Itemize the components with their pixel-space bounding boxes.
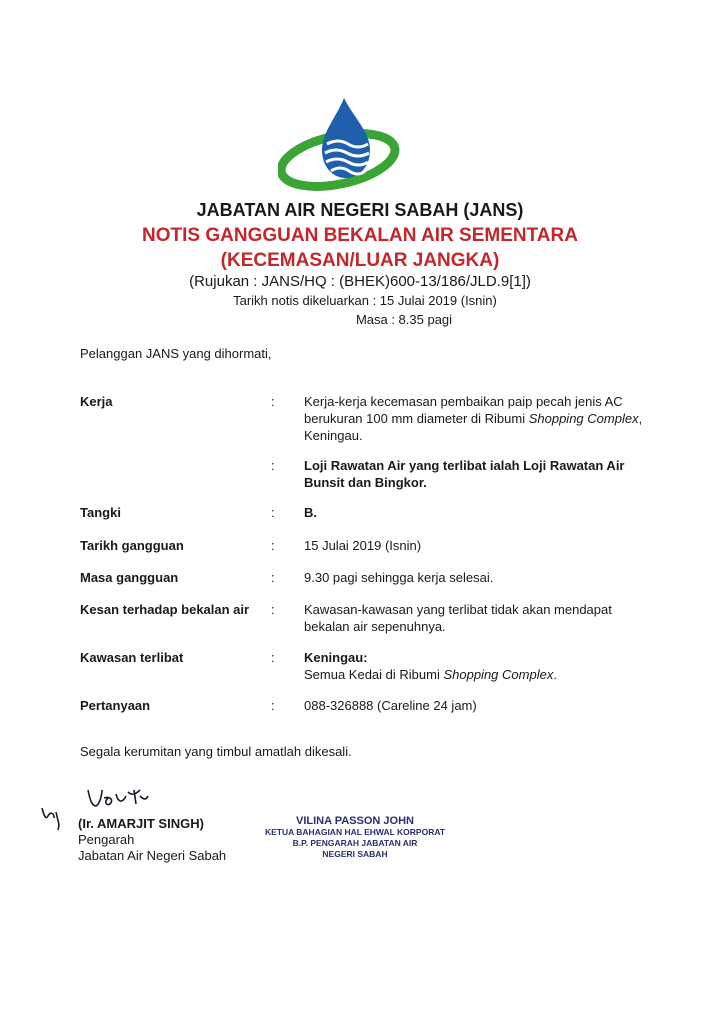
official-stamp xyxy=(240,815,470,860)
issued-time: Masa : 8.35 pagi xyxy=(355,312,453,327)
org-title: JABATAN AIR NEGERI SABAH (JANS) xyxy=(196,200,524,220)
stamp-line-1: KETUA BAHAGIAN HAL EHWAL KORPORAT xyxy=(264,827,446,837)
stamp-line-2: B.P. PENGARAH JABATAN AIR xyxy=(292,838,418,848)
field-label: Kawasan terlibat xyxy=(80,650,184,665)
stamp-name: VILINA PASSON JOHN xyxy=(296,815,414,827)
signatory-left xyxy=(78,816,226,864)
kerja-text-end: , Keningau. xyxy=(304,411,643,443)
kerja-italic: Shopping Complex xyxy=(528,411,639,426)
field-value: 15 Julai 2019 (Isnin) xyxy=(304,538,422,553)
notice-title: NOTIS GANGGUAN BEKALAN AIR SEMENTARA xyxy=(142,225,578,246)
field-colon: : xyxy=(271,650,275,665)
greeting: Pelanggan JANS yang dihormati, xyxy=(80,346,272,361)
reference-number: (Rujukan : JANS/HQ : (BHEK)600-13/186/JLD.9[1]) xyxy=(189,273,531,290)
kawasan-text-end: . xyxy=(553,667,557,682)
field-colon: : xyxy=(271,538,275,553)
stamp-line-3: NEGERI SABAH xyxy=(322,849,388,859)
field-value: Kawasan-kawasan yang terlibat tidak akan mendapat bekalan air sepenuhnya. xyxy=(304,602,612,634)
field-label: Tangki xyxy=(80,505,121,520)
kawasan-text: Semua Kedai di Ribumi xyxy=(304,667,444,682)
field-colon: : xyxy=(271,570,275,585)
field-colon: : xyxy=(271,505,275,520)
issued-date: Tarikh notis dikeluarkan : 15 Julai 2019 (Isnin) xyxy=(233,293,497,308)
signatory-name: (Ir. AMARJIT SINGH) xyxy=(78,816,204,831)
kerja-text: Kerja-kerja kecemasan pembaikan paip pecah jenis AC berukuran 100 mm diameter di Ribumi xyxy=(304,394,623,426)
field-label: Tarikh gangguan xyxy=(80,538,184,553)
kawasan-italic: Shopping Complex xyxy=(443,667,554,682)
field-colon: : xyxy=(271,458,275,473)
field-value: 088-326888 (Careline 24 jam) xyxy=(304,698,477,713)
signatory-position: Pengarah xyxy=(78,832,135,847)
field-colon: : xyxy=(271,698,275,713)
field-value: B. xyxy=(304,505,317,520)
kawasan-title: Keningau: xyxy=(304,650,368,665)
field-label: Pertanyaan xyxy=(80,698,151,713)
jans-water-drop-logo xyxy=(278,94,408,204)
field-value: 9.30 pagi sehingga kerja selesai. xyxy=(304,570,494,585)
field-label: Kesan terhadap bekalan air xyxy=(80,602,250,617)
field-colon: : xyxy=(271,394,275,409)
field-value xyxy=(304,649,644,683)
signatory-department: Jabatan Air Negeri Sabah xyxy=(78,848,227,863)
field-value xyxy=(304,393,644,444)
notice-subtitle: (KECEMASAN/LUAR JANGKA) xyxy=(220,250,500,271)
field-label: Kerja xyxy=(80,394,113,409)
apology-text: Segala kerumitan yang timbul amatlah dikesali. xyxy=(80,744,352,759)
field-colon: : xyxy=(271,602,275,617)
field-label: Masa gangguan xyxy=(80,570,179,585)
field-value-loji: Loji Rawatan Air yang terlibat ialah Loji Rawatan Air Bunsit dan Bingkor. xyxy=(304,458,625,490)
